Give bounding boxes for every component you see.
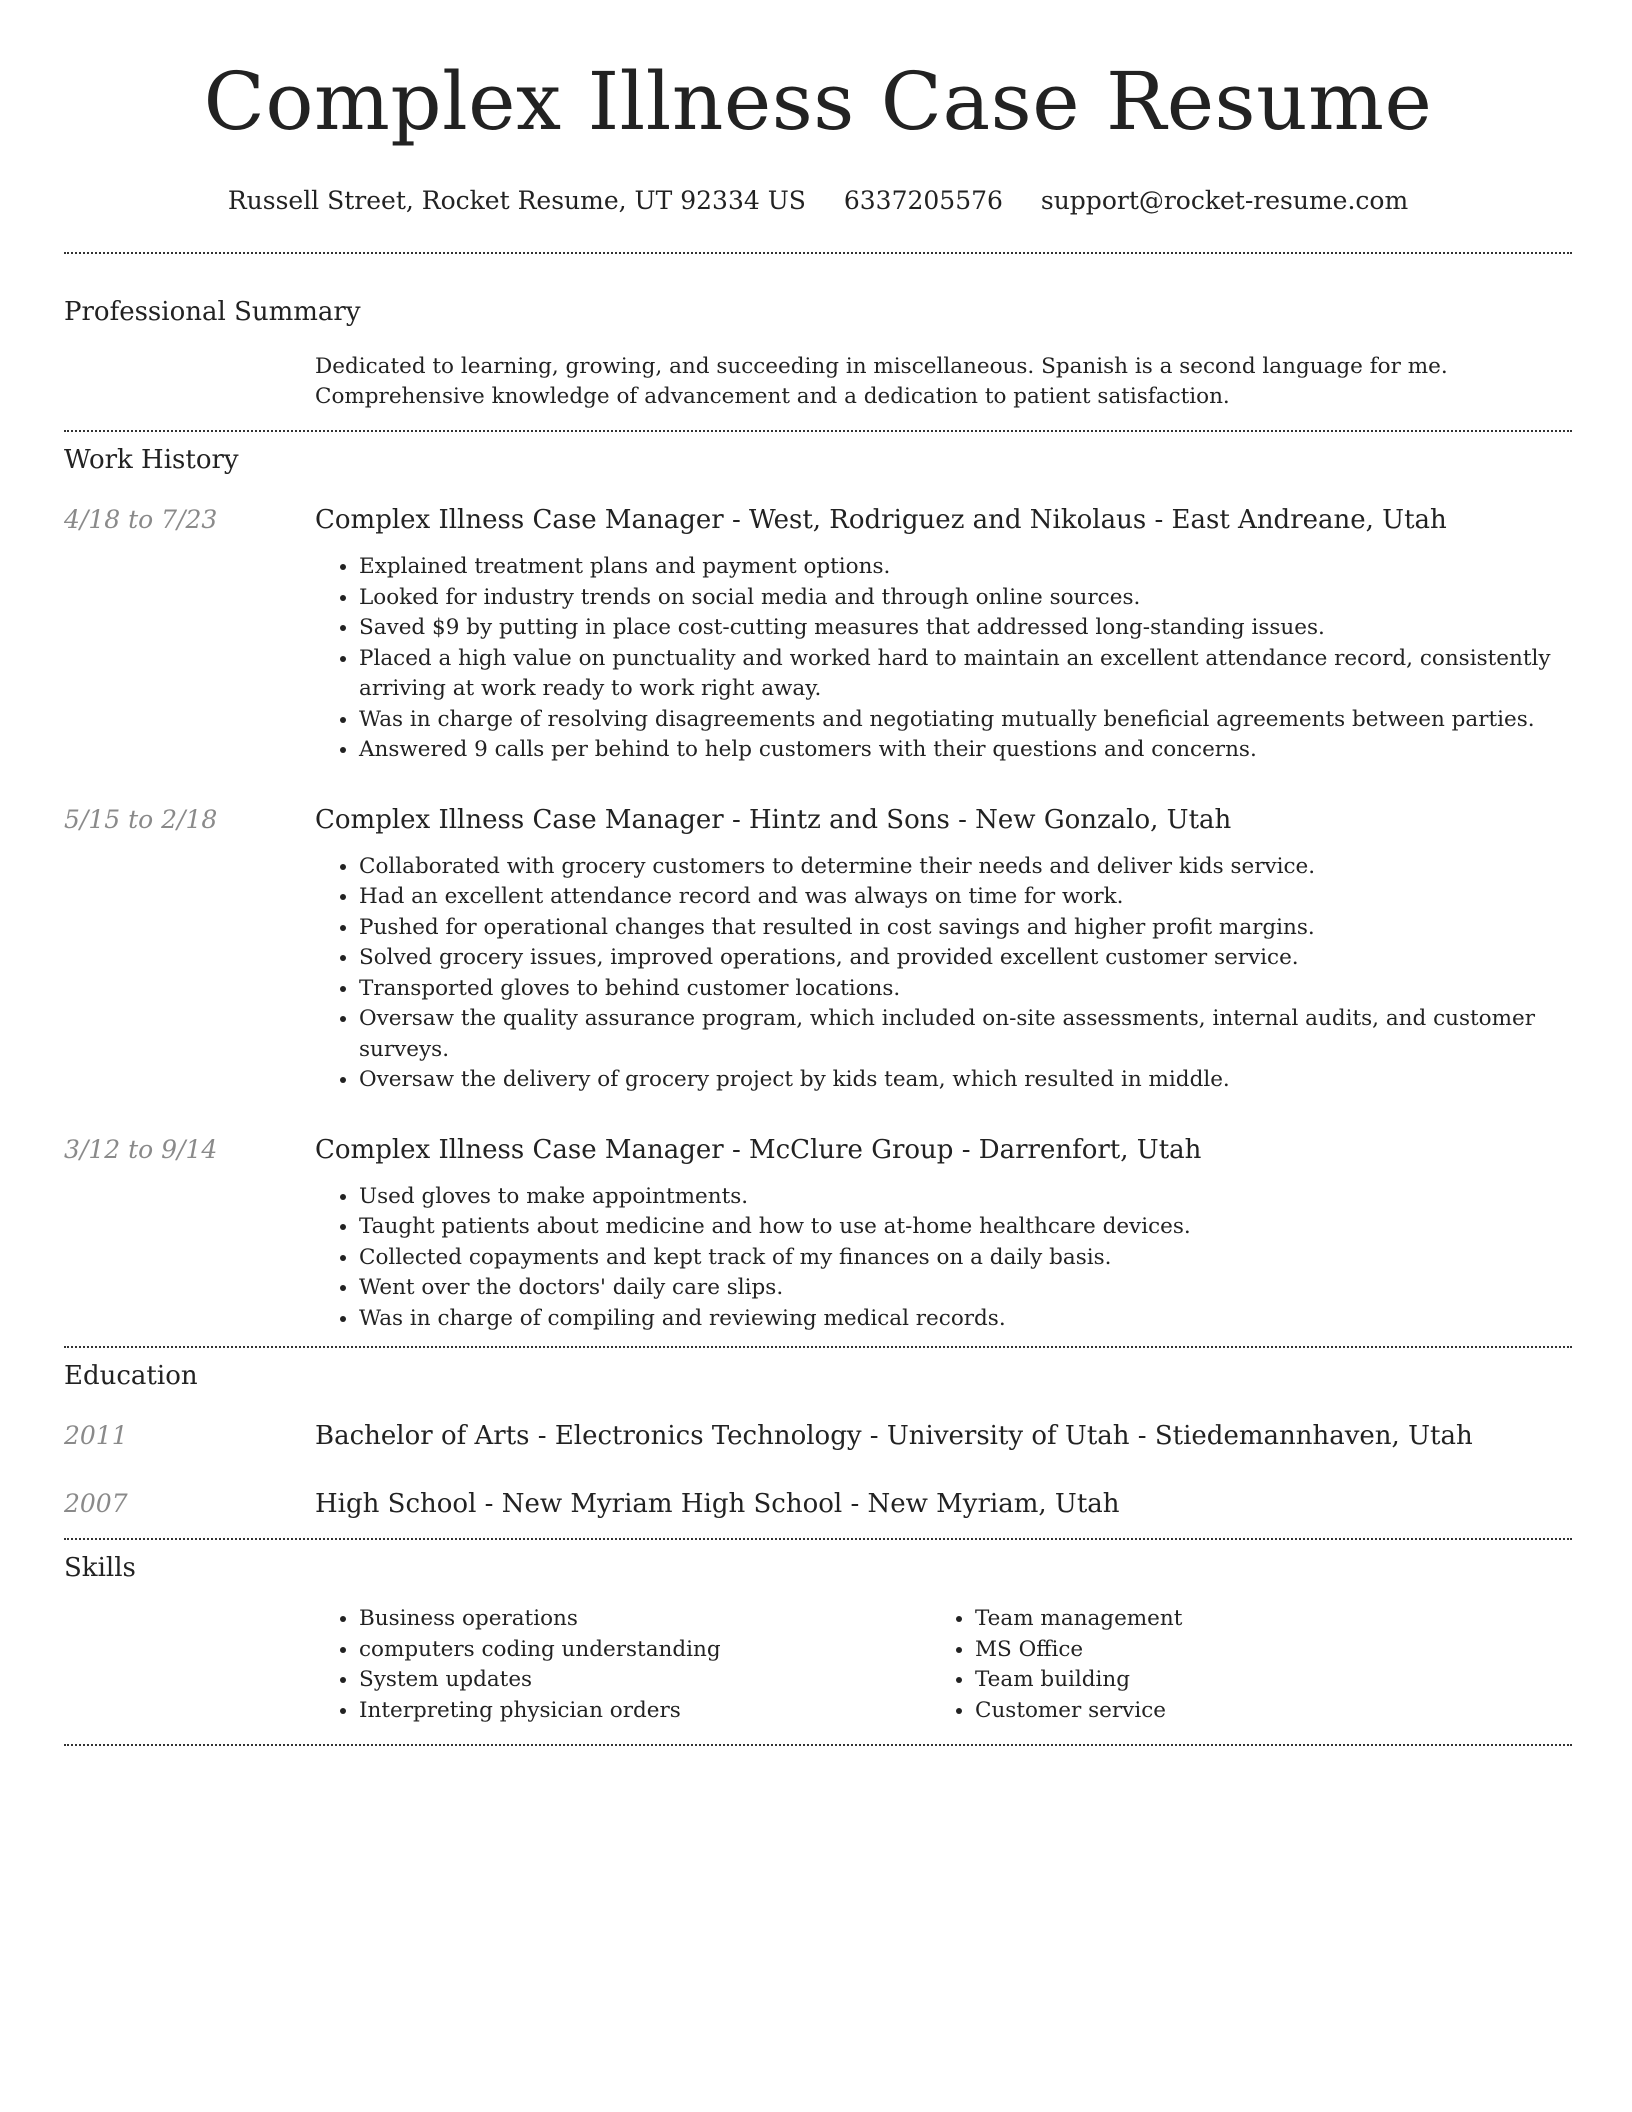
education-list [64, 1420, 1572, 1520]
skill-item: • Team building [975, 1665, 1495, 1696]
job-bullet: • Was in charge of resolving disagreements and negotiating mutually beneficial agreements between parties. [359, 705, 1559, 736]
divider [64, 252, 1572, 254]
contact-address: Russell Street, Rocket Resume, UT 92334 US [227, 186, 806, 215]
skills-column-left [315, 1604, 931, 1726]
divider [64, 1538, 1572, 1540]
job-bullet: • Collaborated with grocery customers to determine their needs and deliver kids service. [359, 852, 1559, 883]
job-bullet: • Oversaw the delivery of grocery project by kids team, which resulted in middle. [359, 1065, 1559, 1096]
summary-text: Dedicated to learning, growing, and succeeding in miscellaneous. Spanish is a second language for me. Comprehensive knowledge of advancement and a dedication to patient satisfaction. [315, 354, 1448, 409]
resume-page [64, 0, 1572, 1746]
skills-column-right [931, 1604, 1495, 1726]
work-history-section-title: Work History [64, 445, 239, 475]
job-entry [64, 504, 1572, 766]
skill-item: • Customer service [975, 1696, 1495, 1727]
education-section-title: Education [64, 1361, 198, 1391]
skill-item: • computers coding understanding [359, 1635, 931, 1666]
job-bullet: • Answered 9 calls per behind to help customers with their questions and concerns. [359, 735, 1559, 766]
skills-list [315, 1604, 1572, 1726]
job-bullet: • Saved $9 by putting in place cost-cutting measures that addressed long-standing issues. [359, 613, 1559, 644]
job-bullet: • Pushed for operational changes that resulted in cost savings and higher profit margins. [359, 913, 1559, 944]
job-bullet: • Went over the doctors' daily care slips. [359, 1273, 1559, 1304]
job-entry [64, 804, 1572, 1096]
contact-phone: 6337205576 [843, 186, 1003, 215]
job-bullet: • Looked for industry trends on social media and through online sources. [359, 583, 1559, 614]
contact-line [64, 186, 1572, 216]
job-bullet: • Explained treatment plans and payment options. [359, 552, 1559, 583]
job-bullets [315, 852, 1559, 1096]
education-heading: Bachelor of Arts - Electronics Technology - University of Utah - Stiedemannhaven, Utah [315, 1421, 1473, 1451]
skill-item: • Interpreting physician orders [359, 1696, 931, 1727]
education-year: 2011 [64, 1421, 128, 1450]
education-year: 2007 [64, 1489, 128, 1518]
job-bullets [315, 1182, 1559, 1335]
skill-item: • Business operations [359, 1604, 931, 1635]
job-bullet: • Solved grocery issues, improved operations, and provided excellent customer service. [359, 943, 1559, 974]
job-bullet: • Collected copayments and kept track of my finances on a daily basis. [359, 1243, 1559, 1274]
divider [64, 1744, 1572, 1746]
job-bullet: • Taught patients about medicine and how to use at-home healthcare devices. [359, 1212, 1559, 1243]
job-bullet: • Had an excellent attendance record and was always on time for work. [359, 882, 1559, 913]
education-entry [64, 1420, 1572, 1452]
job-bullets [315, 552, 1559, 766]
skill-item: • Team management [975, 1604, 1495, 1635]
job-heading: Complex Illness Case Manager - McClure Group - Darrenfort, Utah [315, 1134, 1202, 1165]
job-bullet: • Transported gloves to behind customer locations. [359, 974, 1559, 1005]
job-dates: 3/12 to 9/14 [64, 1134, 218, 1164]
education-heading: High School - New Myriam High School - New Myriam, Utah [315, 1489, 1120, 1519]
job-bullet: • Was in charge of compiling and reviewing medical records. [359, 1304, 1559, 1335]
divider [64, 1346, 1572, 1348]
job-entry [64, 1134, 1572, 1335]
job-bullet: • Placed a high value on punctuality and worked hard to maintain an excellent attendance record, consistently arriving at work ready to work right away. [359, 644, 1559, 705]
job-dates: 4/18 to 7/23 [64, 505, 218, 534]
job-bullet: • Used gloves to make appointments. [359, 1182, 1559, 1213]
divider [64, 430, 1572, 432]
job-heading: Complex Illness Case Manager - Hintz and Sons - New Gonzalo, Utah [315, 804, 1232, 835]
job-heading: Complex Illness Case Manager - West, Rodriguez and Nikolaus - East Andreane, Utah [315, 505, 1447, 535]
job-bullet: • Oversaw the quality assurance program, which included on-site assessments, internal audits, and customer surveys. [359, 1004, 1559, 1065]
contact-email: support@rocket-resume.com [1040, 186, 1409, 215]
job-dates: 5/15 to 2/18 [64, 804, 218, 834]
resume-title: Complex Illness Case Resume [203, 55, 1433, 148]
skill-item: • System updates [359, 1665, 931, 1696]
skills-section-title: Skills [64, 1553, 136, 1583]
skill-item: • MS Office [975, 1635, 1495, 1666]
education-entry [64, 1488, 1572, 1520]
summary-section-title: Professional Summary [64, 297, 361, 327]
